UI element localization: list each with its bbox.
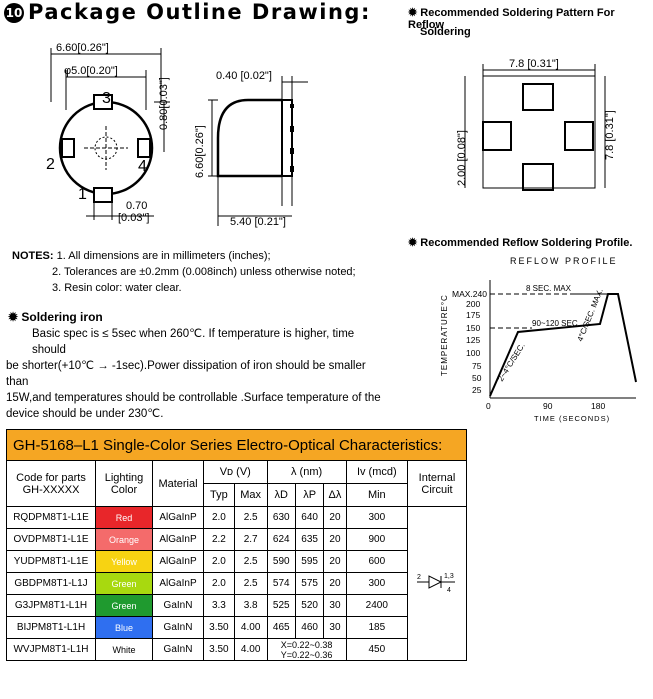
note-3: 3. Resin color: water clear. [52,282,182,294]
table-row [7,573,467,595]
ytick-4: 125 [466,335,481,345]
dim-top-width: 6.60[0.26"] [56,42,109,54]
dim-side-top: 0.40 [0.02"] [216,70,272,82]
dim-top-diameter: φ5.0[0.20"] [64,65,118,77]
ytick-5: 100 [466,348,481,358]
hdr-lp: λP [295,484,323,507]
hdr-code: Code for parts GH-XXXXX [7,461,96,507]
ann-8sec: 8 SEC. MAX [526,284,571,293]
delta-lambda: 30 [324,595,346,617]
ytick-3: 150 [466,323,481,333]
material: AlGaInP [153,551,204,573]
material: AlGaInP [153,573,204,595]
lighting-color: Green [96,573,153,595]
notes-label: NOTES: [12,250,54,262]
vf-max: 4.00 [234,639,267,661]
lambda-d: 590 [267,551,295,573]
xtick-0: 0 [486,401,491,411]
pin1-label: 1 [78,186,87,203]
reflow-title: ✹ Recommended Reflow Soldering Profile. [408,237,633,249]
hdr-dl: Δλ [324,484,346,507]
table-row [7,529,467,551]
iv-min: 2400 [346,595,407,617]
lambda-p: 575 [295,573,323,595]
material: GaInN [153,617,204,639]
table-row [7,507,467,529]
material: GaInN [153,595,204,617]
iv-min: 600 [346,551,407,573]
x-axis-label: TIME (SECONDS) [534,414,611,423]
iv-min: 185 [346,617,407,639]
material: GaInN [153,639,204,661]
lambda-p: 635 [295,529,323,551]
pin3-label: 3 [102,90,111,107]
lambda-p: 595 [295,551,323,573]
note-2: 2. Tolerances are ±0.2mm (0.008inch) unless otherwise noted; [52,266,356,278]
vf-max: 2.7 [234,529,267,551]
part-code: GBDPM8T1-L1J [7,573,96,595]
vf-typ: 3.3 [204,595,235,617]
lighting-color: Green [96,595,153,617]
xtick-2: 180 [591,401,606,411]
xtick-1: 90 [543,401,553,411]
soldering-pattern-title-line2: Soldering [420,26,471,38]
soldering-pattern-title: ✹ Recommended Soldering Pattern For Reflow [408,7,615,31]
pin2-label: 2 [46,156,55,173]
ytick-8: 25 [472,385,482,395]
wavelength-xy [267,639,346,661]
ytick-6: 75 [472,361,482,371]
iron-line-3: 15W,and temperatures should be controllable .Surface temperature of the [6,392,381,404]
dim-pitch-inch: [0.03"] [118,212,150,224]
delta-lambda: 20 [324,551,346,573]
lambda-p: 460 [295,617,323,639]
hdr-circuit: Internal Circuit [408,461,467,507]
vf-max: 2.5 [234,551,267,573]
pin4-label: 4 [138,158,147,175]
part-code: WVJPM8T1-L1H [7,639,96,661]
soldering-iron-paragraph [6,326,386,422]
hdr-ld: λD [267,484,295,507]
lighting-color: Yellow [96,551,153,573]
iv-min: 900 [346,529,407,551]
lighting-color: Red [96,507,153,529]
lambda-p: 640 [295,507,323,529]
lambda-d: 465 [267,617,295,639]
vf-max: 2.5 [234,573,267,595]
soldering-iron-title: ✹ Soldering iron [8,310,103,324]
iv-min: 450 [346,639,407,661]
material: AlGaInP [153,507,204,529]
lambda-d: 624 [267,529,295,551]
part-code: OVDPM8T1-L1E [7,529,96,551]
table-title: GH-5168–L1 Single-Color Series Electro-Optical Characteristics: [7,430,467,461]
lambda-p: 520 [295,595,323,617]
part-code: RQDPM8T1-L1E [7,507,96,529]
hdr-material: Material [153,461,204,507]
hdr-typ: Typ [204,484,235,507]
lambda-d: 630 [267,507,295,529]
lambda-d: 525 [267,595,295,617]
electro-optical-table [6,429,467,661]
lighting-color: White [96,639,153,661]
delta-lambda: 20 [324,507,346,529]
hdr-lighting: Lighting Color [96,461,153,507]
reflow-chart [440,270,650,430]
vf-typ: 2.0 [204,551,235,573]
y-axis-label: TEMPERATURE°C [440,294,449,376]
vf-typ: 2.2 [204,529,235,551]
dim-side-width: 5.40 [0.21"] [230,216,286,228]
note-1: 1. All dimensions are in millimeters (inches); [56,250,271,262]
ytick-0: MAX.240 [452,289,487,299]
reflow-profile-label: REFLOW PROFILE [510,256,618,266]
lighting-color: Orange [96,529,153,551]
lambda-d: 574 [267,573,295,595]
internal-circuit [408,507,467,661]
material: AlGaInP [153,529,204,551]
iv-min: 300 [346,507,407,529]
ytick-7: 50 [472,373,482,383]
pattern-left-dim: 2.00 [0.08"] [456,130,468,186]
pin-left: 2 [417,574,421,581]
chroma-x: X=0.22~0.38 [280,639,333,650]
title-text: Package Outline Drawing: [28,0,371,24]
delta-lambda: 20 [324,573,346,595]
pattern-top-dim: 7.8 [0.31"] [509,58,559,70]
part-code: YUDPM8T1-L1E [7,551,96,573]
ann-ramp-up: 2~4°C/SEC. [496,341,527,384]
table-row [7,639,467,661]
hdr-iv: Iv (mcd) [346,461,407,484]
lighting-color: Blue [96,617,153,639]
pattern-right-dim: 7.8 [0.31"] [604,110,616,160]
iron-line-2: be shorter(+10℃ → -1sec).Power dissipation of iron should be smaller than [6,360,366,388]
dim-pitch: 0.70 [126,200,148,212]
iron-line-4: device should be under 230℃. [6,408,164,420]
pin-right-top: 1,3 [444,573,454,580]
hdr-lambda: λ (nm) [267,461,346,484]
notes-block [12,248,356,296]
ytick-1: 200 [466,299,481,309]
vf-typ: 3.50 [204,617,235,639]
part-code: G3JPM8T1-L1H [7,595,96,617]
hdr-min: Min [346,484,407,507]
hdr-vf: Vᴅ (V) [204,461,268,484]
chroma-y: Y=0.22~0.36 [280,649,333,660]
page-title [4,0,371,24]
ann-ramp-down: 4°C/SEC. MAX. [575,287,605,343]
dim-lead-height: 0.80[0.03"] [158,77,170,130]
table-row [7,551,467,573]
delta-lambda: 20 [324,529,346,551]
iv-min: 300 [346,573,407,595]
side-view-drawing [188,66,318,236]
top-view-drawing [30,40,210,230]
section-number: 10 [4,3,24,23]
table-row [7,617,467,639]
part-code: BIJPM8T1-L1H [7,617,96,639]
vf-max: 4.00 [234,617,267,639]
hdr-max: Max [234,484,267,507]
iron-line-1: Basic spec is ≤ 5sec when 260℃. If temperature is higher, time should [32,328,355,356]
ann-90-120: 90~120 SEC. [532,319,580,328]
diode-icon [415,570,459,594]
pin-right-bottom: 4 [447,587,451,594]
table-row [7,595,467,617]
vf-typ: 3.50 [204,639,235,661]
delta-lambda: 30 [324,617,346,639]
vf-max: 2.5 [234,507,267,529]
vf-typ: 2.0 [204,573,235,595]
ytick-2: 175 [466,310,481,320]
vf-typ: 2.0 [204,507,235,529]
dim-side-height: 6.60[0.26"] [194,125,206,178]
vf-max: 3.8 [234,595,267,617]
